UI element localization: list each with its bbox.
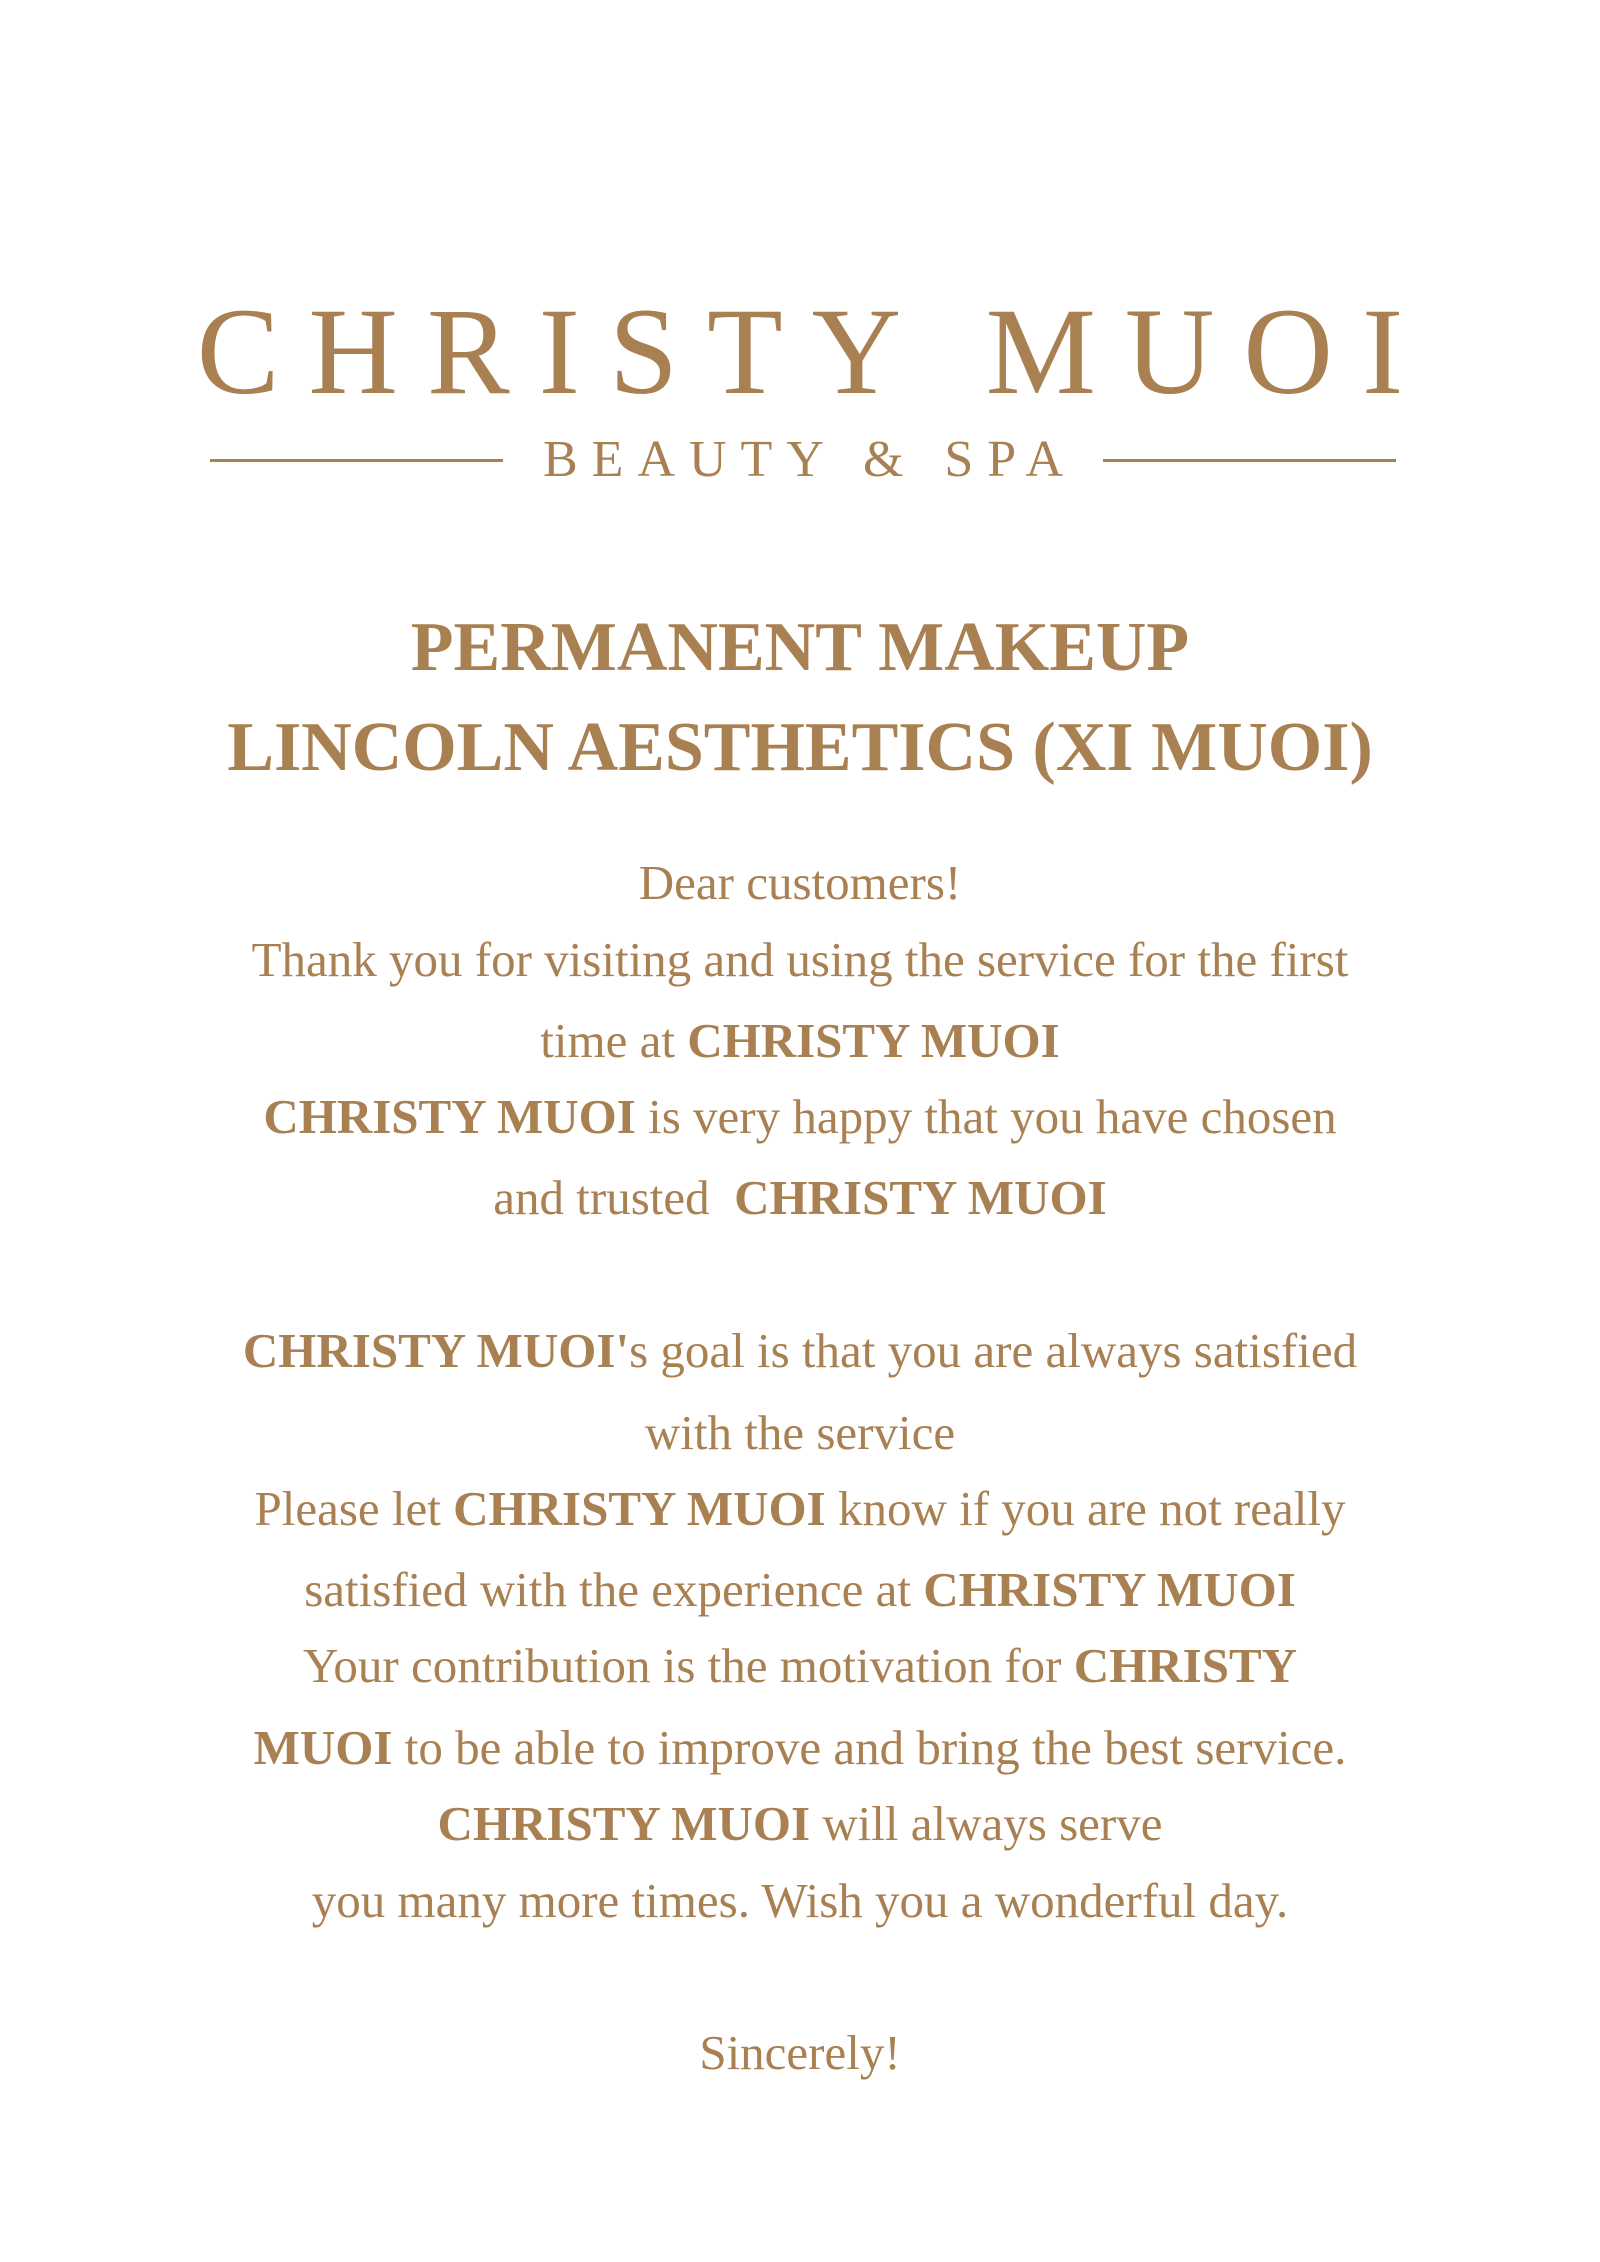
body-line-10-text: Your contribution is the motivation for (302, 1638, 1074, 1693)
title-line-2: LINCOLN AESTHETICS (XI MUOI) (227, 709, 1373, 786)
body-line-8-pre: Please let (254, 1481, 454, 1536)
brand-mention: CHRISTY MUOI (923, 1562, 1296, 1617)
brand-mention: CHRISTY MUOI (687, 1013, 1060, 1068)
brand-mention: CHRISTY MUOI (453, 1481, 826, 1536)
body-line-13: you many more times. Wish you a wonderful day. (311, 1873, 1289, 1928)
body-line-2: Thank you for visiting and using the service for the first (251, 932, 1349, 987)
body-line-3 (0, 1013, 1600, 1068)
logo-rule-left (210, 459, 503, 462)
logo-rule-right (1103, 459, 1396, 462)
body-line-8-post: know if you are not really (825, 1481, 1346, 1536)
body-line-3-text: time at (540, 1013, 688, 1068)
body-line-10 (0, 1638, 1600, 1693)
body-line-11 (0, 1720, 1600, 1775)
closing: Sincerely! (699, 2025, 901, 2080)
body-line-11-text: to be able to improve and bring the best service. (392, 1720, 1347, 1775)
body-line-4-text: is very happy that you have chosen (635, 1089, 1337, 1144)
brand-mention: CHRISTY MUOI (437, 1796, 811, 1851)
body-line-9 (0, 1562, 1600, 1617)
brand-mention: CHRISTY MUOI (734, 1170, 1107, 1225)
brand-mention-part-1: CHRISTY (1073, 1638, 1298, 1693)
brand-mention-part-2: MUOI (253, 1720, 393, 1775)
logo-subtitle-row (210, 430, 1396, 490)
body-line-12-text: will always serve (810, 1796, 1163, 1851)
body-line-5 (0, 1170, 1600, 1225)
logo-name: CHRISTY MUOI (196, 283, 1433, 420)
body-line-7: with the service (644, 1405, 956, 1460)
title-line-1: PERMANENT MAKEUP (410, 609, 1190, 686)
logo-subtitle: BEAUTY & SPA (543, 431, 1078, 488)
body-line-9-text: satisfied with the experience at (304, 1562, 924, 1617)
body-line-5-text: and trusted (493, 1170, 722, 1225)
body-line-6 (0, 1323, 1600, 1378)
body-line-12 (0, 1796, 1600, 1851)
body-line-6-text: s goal is that you are always satisfied (629, 1323, 1358, 1378)
brand-mention-possessive: CHRISTY MUOI' (242, 1323, 630, 1378)
brand-mention: CHRISTY MUOI (263, 1089, 636, 1144)
body-line-8 (0, 1481, 1600, 1536)
body-line-4 (0, 1089, 1600, 1144)
greeting: Dear customers! (638, 855, 962, 910)
